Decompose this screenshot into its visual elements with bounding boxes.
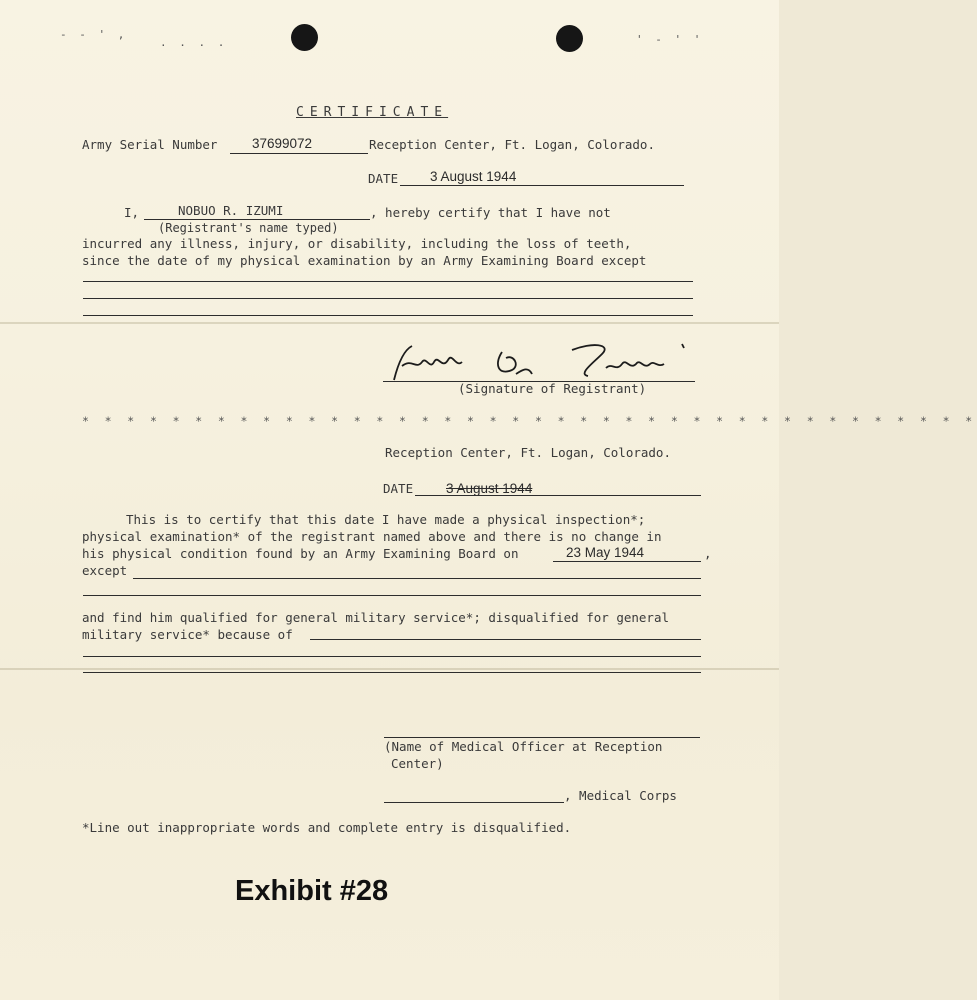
paper-speck: ' - ' ' (636, 33, 704, 46)
exam-date: 23 May 1944 (566, 545, 645, 560)
body-line-2: since the date of my physical examination by an Army Examining Board except (82, 253, 647, 268)
date-underline-1 (400, 185, 684, 186)
except-label: except (82, 563, 128, 578)
paper-speck: . . . . (160, 36, 228, 49)
officer-caption-1: (Name of Medical Officer at Reception (384, 739, 663, 754)
date-label-2: DATE (383, 481, 414, 496)
because-line (310, 639, 701, 640)
name-underline (144, 219, 370, 220)
except-line-2 (83, 298, 693, 299)
date-value-1: 3 August 1944 (430, 169, 517, 184)
serial-number: 37699072 (252, 136, 313, 151)
paper-speck: - - ' , (60, 28, 128, 41)
qualified-line-2: military service* because of (82, 627, 293, 642)
except-line-3 (83, 315, 693, 316)
star-divider: * * * * * * * * * * * * * * * * * * * * * * * * * * * * * * * * * * * * * * * * (82, 414, 977, 428)
inspection-line-1: This is to certify that this date I have made a physical inspection*; (126, 512, 646, 527)
punch-hole (291, 24, 318, 51)
fold-crease (0, 322, 779, 324)
signature-caption: (Signature of Registrant) (458, 381, 647, 396)
certificate-title: CERTIFICATE (296, 105, 449, 120)
registrant-signature (382, 340, 702, 386)
name-caption: (Registrant's name typed) (158, 221, 339, 235)
date-label-1: DATE (368, 171, 399, 186)
date-value-2: 3 August 1944 (446, 481, 533, 496)
fold-crease (0, 668, 779, 670)
reception-center-2: Reception Center, Ft. Logan, Colorado. (385, 445, 671, 460)
except-line-4 (133, 578, 701, 579)
serial-label: Army Serial Number (82, 137, 218, 152)
registrant-name: NOBUO R. IZUMI (178, 203, 284, 218)
body-line-1: incurred any illness, injury, or disability, including the loss of teeth, (82, 236, 632, 251)
medical-corps-line (384, 802, 564, 803)
punch-hole (556, 25, 583, 52)
certify-text: , hereby certify that I have not (370, 205, 611, 220)
exam-date-comma: , (704, 546, 712, 561)
medical-corps-label: , Medical Corps (564, 788, 677, 803)
except-line-1 (83, 281, 693, 282)
exam-date-underline (553, 561, 701, 562)
officer-caption-2: Center) (391, 756, 444, 771)
inspection-line-2: physical examination* of the registrant named above and there is no change in (82, 529, 662, 544)
serial-underline (230, 153, 368, 154)
exhibit-label: Exhibit #28 (235, 875, 389, 907)
officer-signature-line (384, 737, 700, 738)
qualified-line-1: and find him qualified for general military service*; disqualified for general (82, 610, 669, 625)
because-line-3 (83, 672, 701, 673)
footnote: *Line out inappropriate words and complete entry is disqualified. (82, 820, 572, 835)
date-underline-2 (415, 495, 701, 496)
because-line-2 (83, 656, 701, 657)
i-label: I, (124, 205, 140, 220)
inspection-line-3: his physical condition found by an Army Examining Board on (82, 546, 519, 561)
reception-center-1: Reception Center, Ft. Logan, Colorado. (369, 137, 655, 152)
except-line-5 (83, 595, 701, 596)
